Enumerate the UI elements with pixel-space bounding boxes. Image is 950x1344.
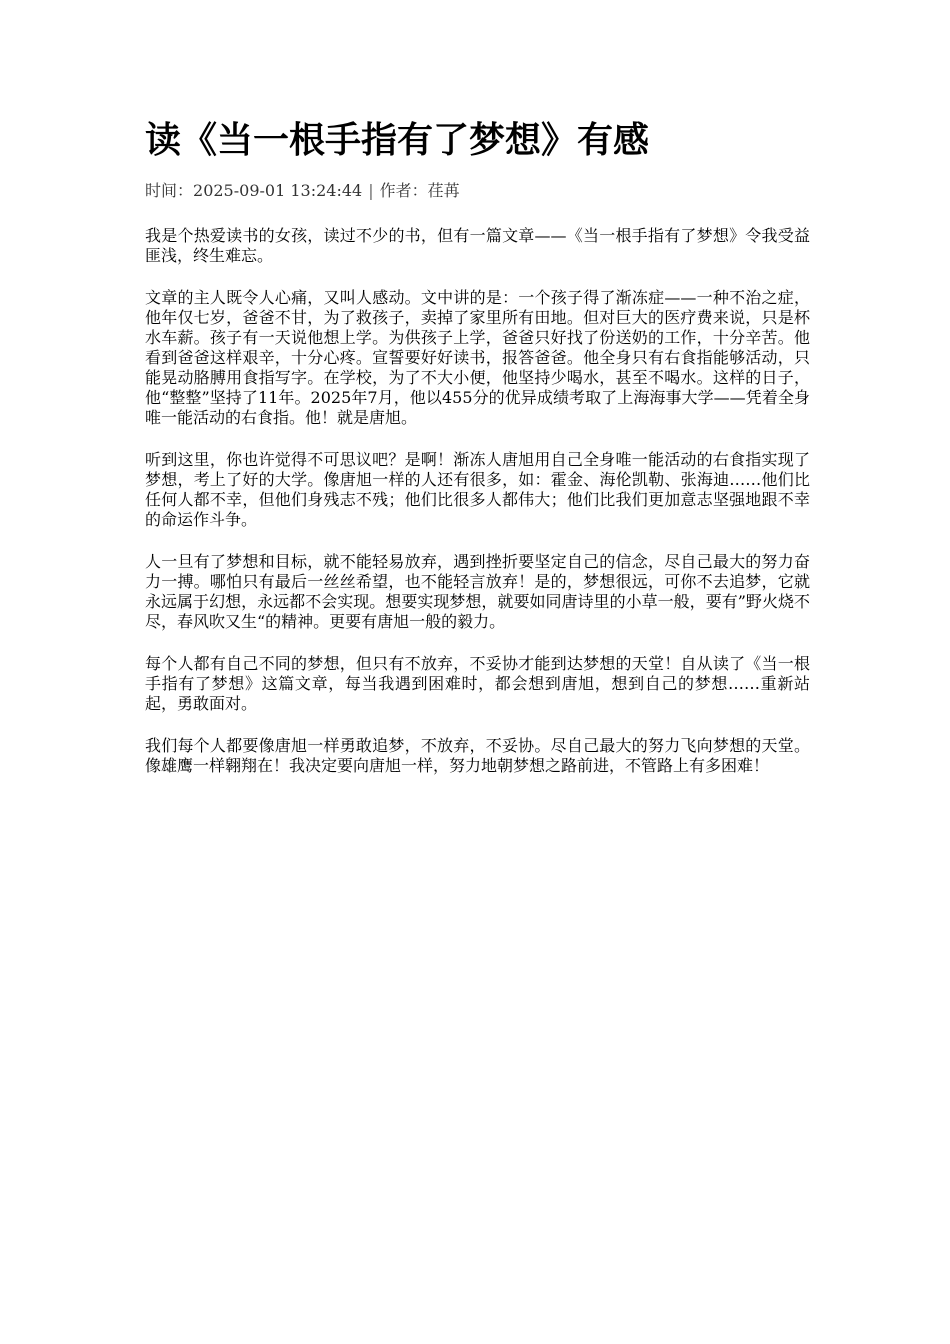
- author-label: 作者：: [379, 181, 428, 200]
- article-title: 读《当一根手指有了梦想》有感: [145, 120, 650, 161]
- publish-time: 2025-09-01 13:24:44: [193, 181, 363, 200]
- article-meta: [145, 180, 810, 202]
- paragraph: 人一旦有了梦想和目标，就不能轻易放弃，遇到挫折要坚定自己的信念，尽自己最大的努力奋力一搏。哪怕只有最后一丝丝希望，也不能轻言放弃！是的，梦想很远，可你不去追梦，它就永远属于幻想，永远都不会实现。想要实现梦想，就要如同唐诗里的小草一般，要有”野火烧不尽，春风吹又生“的精神。更要有唐旭一般的毅力。: [145, 552, 810, 631]
- author-name: 荏苒: [427, 181, 460, 200]
- paragraph: 我们每个人都要像唐旭一样勇敢追梦，不放弃，不妥协。尽自己最大的努力飞向梦想的天堂。像雄鹰一样翱翔在！我决定要向唐旭一样，努力地朝梦想之路前进，不管路上有多困难！: [145, 736, 810, 775]
- paragraph: 每个人都有自己不同的梦想，但只有不放弃，不妥协才能到达梦想的天堂！自从读了《当一根手指有了梦想》这篇文章，每当我遇到困难时，都会想到唐旭，想到自己的梦想……重新站起，勇敢面对。: [145, 654, 810, 713]
- article-body: [145, 226, 810, 776]
- meta-separator: |: [368, 181, 374, 200]
- paragraph: 文章的主人既令人心痛，又叫人感动。文中讲的是：一个孩子得了渐冻症——一种不治之症，他年仅七岁，爸爸不甘，为了救孩子，卖掉了家里所有田地。但对巨大的医疗费来说，只是杯水车薪。孩子有一天说他想上学。为供孩子上学，爸爸只好找了份送奶的工作，十分辛苦。他看到爸爸这样艰辛，十分心疼。宣誓要好好读书，报答爸爸。他全身只有右食指能够活动，只能晃动胳膊用食指写字。在学校，为了不大小便，他坚持少喝水，甚至不喝水。这样的日子，他“整整”坚持了11年。2025年7月，他以455分的优异成绩考取了上海海事大学——凭着全身唯一能活动的右食指。他！就是唐旭。: [145, 288, 810, 427]
- time-label: 时间：: [145, 181, 194, 200]
- paragraph: 听到这里，你也许觉得不可思议吧？是啊！渐冻人唐旭用自己全身唯一能活动的右食指实现了梦想，考上了好的大学。像唐旭一样的人还有很多，如：霍金、海伦凯勒、张海迪……他们比任何人都不幸，但他们身残志不残；他们比很多人都伟大；他们比我们更加意志坚强地跟不幸的命运作斗争。: [145, 450, 810, 529]
- article: [145, 116, 810, 798]
- paragraph: 我是个热爱读书的女孩，读过不少的书，但有一篇文章——《当一根手指有了梦想》令我受益匪浅，终生难忘。: [145, 226, 810, 265]
